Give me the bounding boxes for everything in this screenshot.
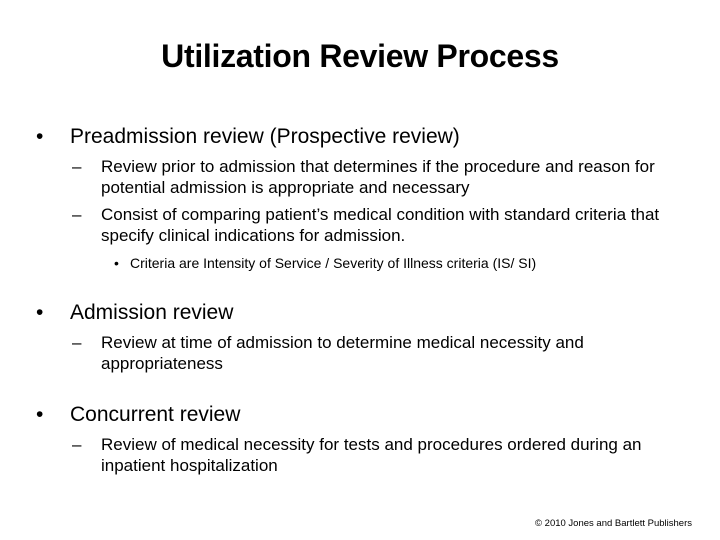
bullet-text: Concurrent review [70,403,241,426]
sub-bullet-text: Consist of comparing patient’s medical condition with standard criteria that specify clinical indications for admission. [101,205,660,245]
sub-bullet-text: Review prior to admission that determines if the procedure and reason for potential admission is appropriate and necessary [101,157,655,197]
sub-bullet-text: Review of medical necessity for tests and procedures ordered during an inpatient hospitalization [101,435,642,475]
bullet-marker: • [114,255,119,271]
dash-marker: – [72,205,82,224]
sub-bullet [28,204,698,246]
dash-marker: – [72,435,82,454]
dash-marker: – [72,333,82,352]
sub-bullet [28,434,698,476]
dash-marker: – [72,157,82,176]
sub-sub-bullet [28,254,698,272]
copyright-footer: © 2010 Jones and Bartlett Publishers [535,518,692,529]
bullet-preadmission-review [28,124,698,150]
bullet-list [28,124,698,476]
bullet-marker: • [36,403,44,426]
bullet-admission-review [28,300,698,326]
bullet-text: Admission review [70,301,234,324]
slide-title: Utilization Review Process [161,38,559,74]
bullet-marker: • [36,125,44,148]
bullet-concurrent-review [28,402,698,428]
bullet-text: Preadmission review (Prospective review) [70,125,460,148]
sub-sub-bullet-text: Criteria are Intensity of Service / Severity of Illness criteria (IS/ SI) [130,255,537,271]
sub-bullet-text: Review at time of admission to determine medical necessity and appropriateness [101,333,584,373]
sub-bullet [28,332,698,374]
bullet-marker: • [36,301,44,324]
sub-bullet [28,156,698,198]
